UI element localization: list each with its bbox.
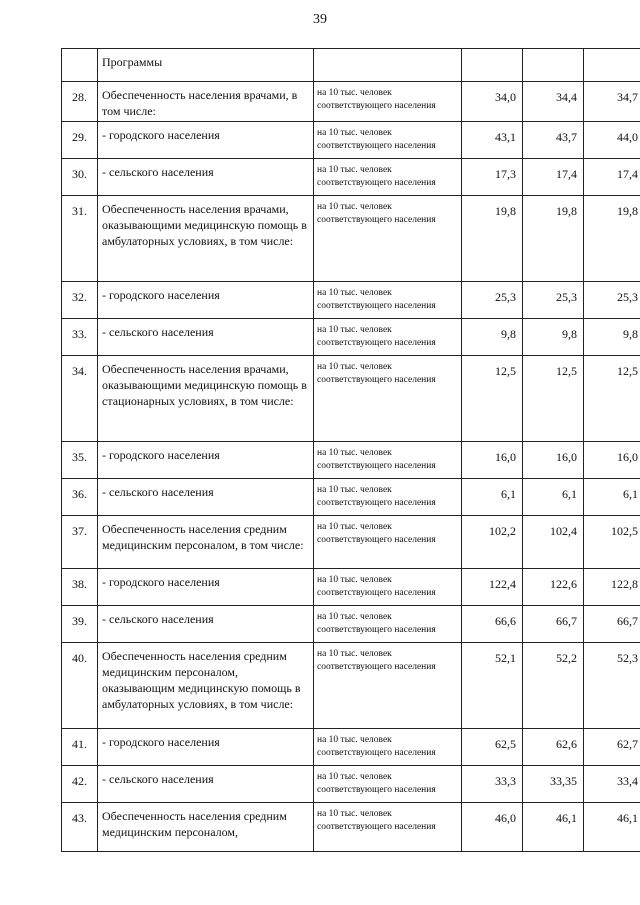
value-year-2: 46,1 <box>523 803 584 852</box>
value-year-1: 19,8 <box>462 196 523 282</box>
value-year-3: 46,1 <box>584 803 640 852</box>
value-year-2: 19,8 <box>523 196 584 282</box>
unit-of-measure: на 10 тыс. человек соответствующего населения <box>314 356 462 442</box>
value-year-1: 16,0 <box>462 442 523 479</box>
row-number: 42. <box>62 766 98 803</box>
value-year-2: 6,1 <box>523 479 584 516</box>
row-number: 41. <box>62 729 98 766</box>
value-year-1: 34,0 <box>462 82 523 122</box>
indicators-table <box>61 48 640 852</box>
indicator-name: Обеспеченность населения средним медицинским персоналом, оказывающим медицинскую помощь в амбулаторных условиях, в том числе: <box>98 643 314 729</box>
value-year-3: 62,7 <box>584 729 640 766</box>
table-row <box>62 479 640 516</box>
indicator-name: - городского населения <box>98 442 314 479</box>
value-year-2: 12,5 <box>523 356 584 442</box>
table-row <box>62 82 640 122</box>
indicator-name: Обеспеченность населения врачами, оказывающими медицинскую помощь в стационарных условиях, в том числе: <box>98 356 314 442</box>
row-number: 34. <box>62 356 98 442</box>
value-year-3: 33,4 <box>584 766 640 803</box>
table-row <box>62 159 640 196</box>
indicator-name: Обеспеченность населения врачами, в том числе: <box>98 82 314 122</box>
value-year-1: 122,4 <box>462 569 523 606</box>
header-value-cell <box>523 49 584 82</box>
value-year-3: 12,5 <box>584 356 640 442</box>
row-number: 33. <box>62 319 98 356</box>
row-number: 43. <box>62 803 98 852</box>
row-number: 40. <box>62 643 98 729</box>
unit-of-measure: на 10 тыс. человек соответствующего населения <box>314 803 462 852</box>
unit-of-measure: на 10 тыс. человек соответствующего населения <box>314 569 462 606</box>
table-row <box>62 606 640 643</box>
row-number: 32. <box>62 282 98 319</box>
unit-of-measure: на 10 тыс. человек соответствующего населения <box>314 442 462 479</box>
value-year-2: 25,3 <box>523 282 584 319</box>
table-row <box>62 196 640 282</box>
table-row <box>62 516 640 569</box>
value-year-2: 122,6 <box>523 569 584 606</box>
unit-of-measure: на 10 тыс. человек соответствующего населения <box>314 729 462 766</box>
value-year-3: 9,8 <box>584 319 640 356</box>
indicator-name: - сельского населения <box>98 319 314 356</box>
value-year-1: 46,0 <box>462 803 523 852</box>
table-row <box>62 766 640 803</box>
indicator-name: - городского населения <box>98 282 314 319</box>
row-number: 35. <box>62 442 98 479</box>
row-number: 29. <box>62 122 98 159</box>
indicator-name: Обеспеченность населения врачами, оказывающими медицинскую помощь в амбулаторных условиях, в том числе: <box>98 196 314 282</box>
indicator-name: - сельского населения <box>98 606 314 643</box>
indicator-name: - городского населения <box>98 569 314 606</box>
value-year-3: 17,4 <box>584 159 640 196</box>
indicator-name: - городского населения <box>98 729 314 766</box>
value-year-2: 34,4 <box>523 82 584 122</box>
table-row <box>62 569 640 606</box>
header-label-cell: Программы <box>98 49 314 82</box>
unit-of-measure: на 10 тыс. человек соответствующего населения <box>314 606 462 643</box>
value-year-1: 52,1 <box>462 643 523 729</box>
row-number: 39. <box>62 606 98 643</box>
unit-of-measure: на 10 тыс. человек соответствующего населения <box>314 282 462 319</box>
table-row <box>62 356 640 442</box>
value-year-3: 16,0 <box>584 442 640 479</box>
header-value-cell <box>584 49 640 82</box>
value-year-3: 52,3 <box>584 643 640 729</box>
table-row <box>62 729 640 766</box>
value-year-2: 33,35 <box>523 766 584 803</box>
value-year-2: 43,7 <box>523 122 584 159</box>
value-year-1: 9,8 <box>462 319 523 356</box>
indicator-name: - сельского населения <box>98 159 314 196</box>
table-row <box>62 803 640 852</box>
value-year-3: 25,3 <box>584 282 640 319</box>
table-row <box>62 442 640 479</box>
value-year-1: 33,3 <box>462 766 523 803</box>
header-unit-cell <box>314 49 462 82</box>
row-number: 28. <box>62 82 98 122</box>
unit-of-measure: на 10 тыс. человек соответствующего населения <box>314 159 462 196</box>
row-number: 36. <box>62 479 98 516</box>
unit-of-measure: на 10 тыс. человек соответствующего населения <box>314 516 462 569</box>
header-num-cell <box>62 49 98 82</box>
header-value-cell <box>462 49 523 82</box>
value-year-2: 17,4 <box>523 159 584 196</box>
indicator-name: Обеспеченность населения средним медицинским персоналом, <box>98 803 314 852</box>
value-year-2: 102,4 <box>523 516 584 569</box>
row-number: 31. <box>62 196 98 282</box>
value-year-3: 44,0 <box>584 122 640 159</box>
value-year-1: 17,3 <box>462 159 523 196</box>
value-year-1: 12,5 <box>462 356 523 442</box>
table-header-row <box>62 49 640 82</box>
value-year-1: 66,6 <box>462 606 523 643</box>
value-year-1: 43,1 <box>462 122 523 159</box>
value-year-3: 19,8 <box>584 196 640 282</box>
value-year-2: 52,2 <box>523 643 584 729</box>
row-number: 37. <box>62 516 98 569</box>
unit-of-measure: на 10 тыс. человек соответствующего населения <box>314 643 462 729</box>
value-year-2: 16,0 <box>523 442 584 479</box>
value-year-1: 62,5 <box>462 729 523 766</box>
page-number: 39 <box>313 12 327 27</box>
value-year-3: 102,5 <box>584 516 640 569</box>
indicator-name: - сельского населения <box>98 766 314 803</box>
value-year-3: 34,7 <box>584 82 640 122</box>
value-year-2: 66,7 <box>523 606 584 643</box>
unit-of-measure: на 10 тыс. человек соответствующего населения <box>314 766 462 803</box>
value-year-1: 25,3 <box>462 282 523 319</box>
row-number: 38. <box>62 569 98 606</box>
value-year-3: 6,1 <box>584 479 640 516</box>
table-row <box>62 643 640 729</box>
unit-of-measure: на 10 тыс. человек соответствующего населения <box>314 319 462 356</box>
table-row <box>62 319 640 356</box>
value-year-1: 6,1 <box>462 479 523 516</box>
table-row <box>62 282 640 319</box>
indicators-table-body <box>62 49 640 852</box>
value-year-2: 62,6 <box>523 729 584 766</box>
indicator-name: - сельского населения <box>98 479 314 516</box>
unit-of-measure: на 10 тыс. человек соответствующего населения <box>314 82 462 122</box>
unit-of-measure: на 10 тыс. человек соответствующего населения <box>314 196 462 282</box>
unit-of-measure: на 10 тыс. человек соответствующего населения <box>314 479 462 516</box>
value-year-3: 122,8 <box>584 569 640 606</box>
value-year-1: 102,2 <box>462 516 523 569</box>
unit-of-measure: на 10 тыс. человек соответствующего населения <box>314 122 462 159</box>
row-number: 30. <box>62 159 98 196</box>
indicator-name: Обеспеченность населения средним медицинским персоналом, в том числе: <box>98 516 314 569</box>
value-year-3: 66,7 <box>584 606 640 643</box>
value-year-2: 9,8 <box>523 319 584 356</box>
indicator-name: - городского населения <box>98 122 314 159</box>
table-row <box>62 122 640 159</box>
